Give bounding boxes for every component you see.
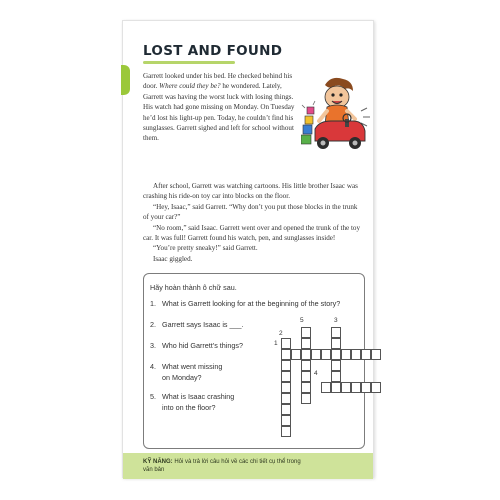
question-number: 3. (150, 341, 156, 350)
question-2 (150, 320, 244, 331)
crossword-cell[interactable] (331, 349, 341, 360)
crossword-cell[interactable] (301, 393, 311, 404)
question-number: 5. (150, 392, 156, 401)
crossword-cell[interactable] (281, 415, 291, 426)
crossword-cell[interactable] (311, 349, 321, 360)
crossword-cell[interactable] (361, 349, 371, 360)
question-1 (150, 299, 360, 310)
page-tab-marker (121, 65, 130, 95)
question-5 (150, 392, 234, 414)
crossword-cell[interactable] (331, 371, 341, 382)
skill-description: Hỏi và trả lời câu hỏi về các chi tiết cụ thể trong văn bản (143, 459, 301, 473)
story-continued (143, 181, 365, 264)
boy-toy-car-illustration (301, 71, 371, 171)
clue-number-1: 1 (274, 340, 278, 347)
crossword-cell[interactable] (281, 382, 291, 393)
crossword-activity-box (143, 273, 365, 449)
crossword-cell[interactable] (371, 349, 381, 360)
skill-footer (123, 453, 373, 479)
crossword-cell[interactable] (281, 371, 291, 382)
clue-number-3: 3 (334, 317, 338, 324)
crossword-cell[interactable] (321, 382, 331, 393)
story-paragraph-3: “Hey, Isaac,” said Garrett. “Why don’t you put those blocks in the trunk of your car?” (143, 202, 358, 222)
title-underline (143, 61, 235, 64)
story-paragraph-6: Isaac giggled. (153, 254, 193, 263)
crossword-cell[interactable] (301, 382, 311, 393)
question-number: 2. (150, 320, 156, 329)
story-paragraph-4: “No room,” said Isaac. Garrett went over and opened the trunk of the toy car. It was full! Garrett found his watch, pen, and sunglasses inside! (143, 223, 361, 243)
crossword-cell[interactable] (371, 382, 381, 393)
crossword-cell[interactable] (351, 349, 361, 360)
story-paragraph-5: “You’re pretty sneaky!” said Garrett. (153, 244, 258, 253)
crossword-cell[interactable] (291, 349, 301, 360)
question-number: 4. (150, 362, 156, 371)
crossword-cell[interactable] (281, 338, 291, 349)
skill-label: KỸ NĂNG: (143, 459, 173, 465)
workbook-page (122, 20, 374, 478)
crossword-cell[interactable] (281, 349, 291, 360)
story-text-italic: Where could they be? (159, 82, 221, 91)
crossword-cell[interactable] (331, 338, 341, 349)
crossword-cell[interactable] (331, 327, 341, 338)
clue-number-5: 5 (300, 317, 304, 324)
question-number: 1. (150, 299, 156, 308)
crossword-cell[interactable] (301, 371, 311, 382)
crossword-cell[interactable] (301, 327, 311, 338)
question-text: Who hid Garrett’s things? (162, 341, 243, 350)
crossword-cell[interactable] (281, 404, 291, 415)
clue-number-4: 4 (314, 370, 318, 377)
crossword-cell[interactable] (341, 382, 351, 393)
activity-instruction: Hãy hoàn thành ô chữ sau. (150, 283, 237, 292)
story-text: Garrett looked under his bed. He checked behind his door. (143, 72, 293, 91)
crossword-cell[interactable] (281, 360, 291, 371)
question-text: into on the floor? (162, 402, 216, 412)
crossword-cell[interactable] (281, 426, 291, 437)
crossword-cell[interactable] (301, 338, 311, 349)
story-paragraph-1 (143, 71, 301, 144)
question-4 (150, 362, 222, 384)
crossword-cell[interactable] (341, 349, 351, 360)
crossword-cell[interactable] (331, 382, 341, 393)
story-paragraph-2: After school, Garrett was watching cartoons. His little brother Isaac was crashing his ride-on toy car into blocks on the floor. (143, 182, 358, 201)
question-3 (150, 341, 243, 352)
crossword-cell[interactable] (351, 382, 361, 393)
crossword-cell[interactable] (321, 349, 331, 360)
question-text: on Monday? (162, 372, 202, 382)
crossword-cell[interactable] (361, 382, 371, 393)
crossword-cell[interactable] (301, 349, 311, 360)
question-text: What is Isaac crashing (162, 392, 235, 401)
crossword-cell[interactable] (331, 360, 341, 371)
skill-text (143, 458, 303, 474)
crossword-cell[interactable] (301, 360, 311, 371)
page-title: LOST AND FOUND (143, 43, 283, 59)
question-text: What is Garrett looking for at the beginning of the story? (162, 299, 341, 308)
clue-number-2: 2 (279, 330, 283, 337)
story-text: he wondered. Lately, Garrett was having the worst luck with losing things. His watch had gone missing on Monday. On Tuesday he’d lost his light-up pen. Today, he couldn’t find his sunglasses. Garrett sighed and left for school without them. (143, 82, 295, 143)
question-text: What went missing (162, 362, 223, 371)
crossword-cell[interactable] (281, 393, 291, 404)
question-text: Garrett says Isaac is ___. (162, 320, 244, 329)
